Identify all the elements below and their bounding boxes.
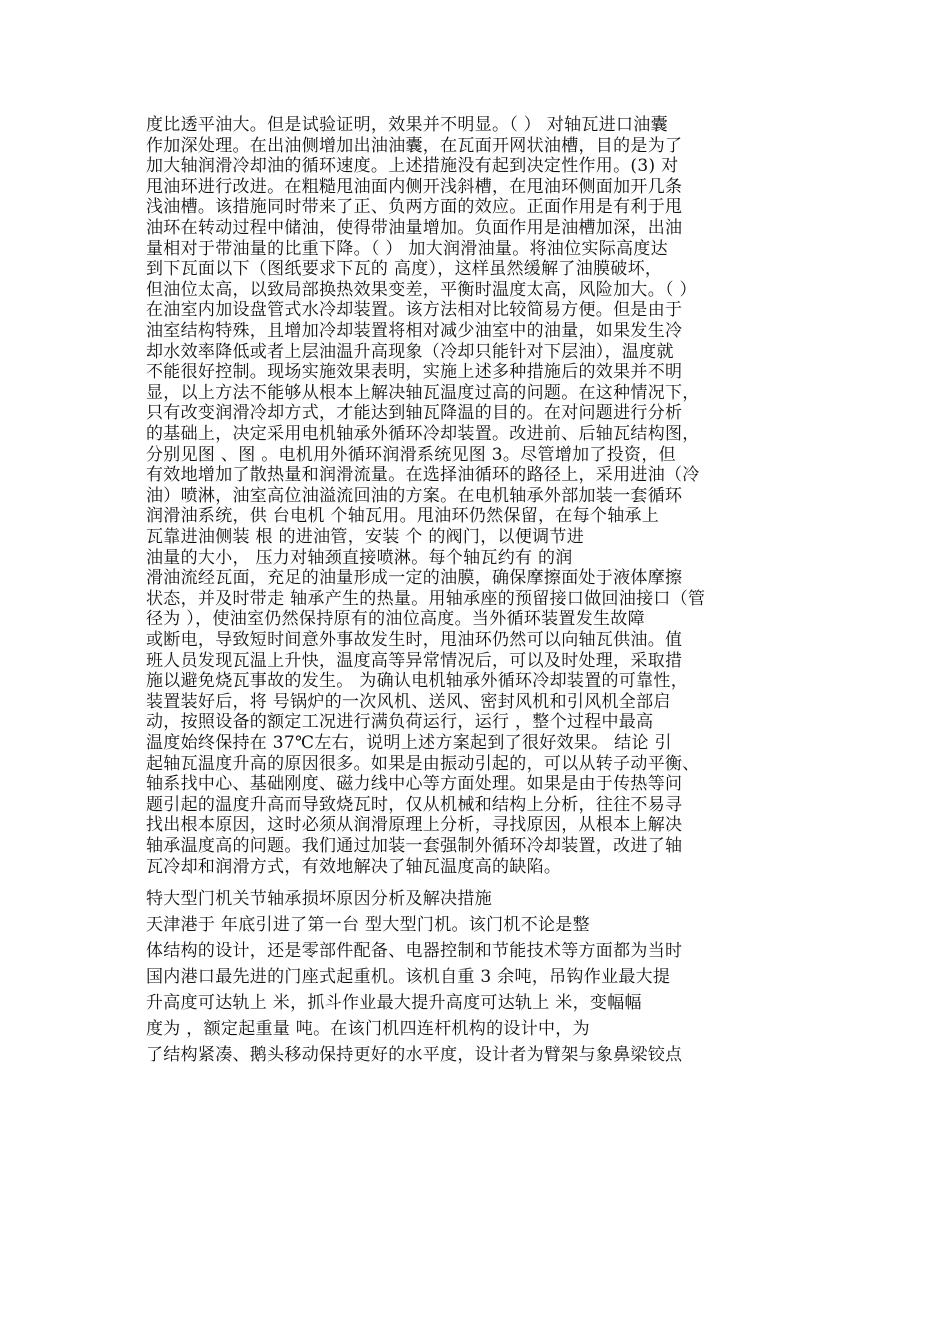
text-line: 油量的大小， 压力对轴颈直接喷淋。每个轴瓦约有 的润 [146, 547, 573, 568]
text-line: 找出根本原因，这时必须从润滑原理上分析，寻找原因，从根本上解决 [146, 815, 683, 836]
text-line: 甩油环进行改进。在粗糙甩油面内侧开浅斜槽，在甩油环侧面加开几条 [146, 176, 683, 197]
text-line: 瓦冷却和润滑方式，有效地解决了轴瓦温度高的缺陷。 [146, 856, 562, 877]
text-line: 动，按照设备的额定工况进行满负荷运行，运行 ，整个过程中最高 [146, 712, 654, 733]
text-line: 体结构的设计，还是零部件配备、电器控制和节能技术等方面都为当时 [146, 941, 683, 961]
text-line: 施以避免烧瓦事故的发生。 为确认电机轴承外循环冷却装置的可靠性， [146, 671, 689, 692]
text-line: 题引起的温度升高而导致烧瓦时，仅从机械和结构上分析，往往不易寻 [146, 794, 683, 815]
text-line: 升高度可达轨上 米，抓斗作业最大提升高度可达轨上 米，变幅幅 [146, 993, 642, 1013]
text-line: 国内港口最先进的门座式起重机。该机自重 3 余吨，吊钩作业最大提 [146, 967, 671, 987]
text-line: 分别见图 、图 。电机用外循环润滑系统见图 3。尽管增加了投资，但 [146, 444, 676, 465]
text-line: 到下瓦面以下（图纸要求下瓦的 高度），这样虽然缓解了油膜破坏， [146, 259, 663, 280]
text-line: 润滑油系统，供 台电机 个轴瓦用。甩油环仍然保留，在每个轴承上 [146, 506, 660, 527]
text-line: 装置装好后，将 号锅炉的一次风机、送风、密封风机和引风机全部启 [146, 691, 671, 712]
text-line: 浅油槽。该措施同时带来了正、负两方面的效应。正面作用是有利于甩 [146, 197, 683, 218]
text-line: 状态，并及时带走 轴承产生的热量。用轴承座的预留接口做回油接口（管 [146, 588, 706, 609]
text-line: 显，以上方法不能够从根本上解决轴瓦温度过高的问题。在这种情况下， [146, 382, 700, 403]
text-line: 油室结构特殊，且增加冷却装置将相对减少油室中的油量，如果发生冷 [146, 321, 683, 341]
text-line: 的基础上，决定采用电机轴承外循环冷却装置。改进前、后轴瓦结构图， [146, 424, 700, 444]
section-title-text: 特大型门机关节轴承损坏原因分析及解决措施 [146, 889, 492, 909]
text-line: 只有改变润滑冷却方式，才能达到轴瓦降温的目的。在对问题进行分析 [146, 403, 683, 424]
text-line: 瓦靠进油侧装 根 的进油管，安装 个 的阀门，以便调节进 [146, 527, 585, 547]
text-line: 但油位太高，以致局部换热效果变差，平衡时温度太高，风险加大。（ ） [146, 279, 697, 300]
text-line: 温度始终保持在 37℃左右，说明上述方案起到了很好效果。 结论 引 [146, 733, 672, 753]
text-line: 轴承温度高的问题。我们通过加装一套强制外循环冷却装置，改进了轴 [146, 836, 683, 856]
text-line: 油）喷淋，油室高位油溢流回油的方案。在电机轴承外部加装一套循环 [146, 485, 683, 506]
text-line: 却水效率降低或者上层油温升高现象（冷却只能针对下层油），温度就 [146, 341, 674, 362]
text-line: 天津港于 年底引进了第一台 型大型门机。该门机不论是整 [146, 915, 590, 935]
text-line: 或断电，导致短时间意外事故发生时，甩油环仍然可以向轴瓦供油。值 [146, 630, 683, 650]
text-line: 滑油流经瓦面，充足的油量形成一定的油膜，确保摩擦面处于液体摩擦 [146, 568, 683, 589]
text-line: 度比透平油大。但是试验证明，效果并不明显。（ ） 对轴瓦进口油囊 [146, 115, 668, 135]
text-line: 轴系找中心、基础刚度、磁力线中心等方面处理。如果是由于传热等问 [146, 774, 683, 795]
text-line: 量相对于带油量的比重下降。（ ） 加大润滑油量。将油位实际高度达 [146, 238, 668, 259]
text-line: 油环在转动过程中储油，使得带油量增加。负面作用是油槽加深，出油 [146, 218, 683, 238]
text-line: 有效地增加了散热量和润滑流量。在选择油循环的路径上，采用进油（冷 [146, 465, 700, 486]
text-line: 了结构紧凑、鹅头移动保持更好的水平度，设计者为臂架与象鼻梁铰点 [146, 1045, 683, 1065]
text-line: 班人员发现瓦温上升快，温度高等异常情况后，可以及时处理，采取措 [146, 650, 683, 671]
text-line: 加大轴润滑冷却油的循环速度。上述措施没有起到决定性作用。(3) 对 [146, 156, 679, 177]
text-line: 度为 ，额定起重量 吨。在该门机四连杆机构的设计中，为 [146, 1019, 590, 1039]
text-line: 不能很好控制。现场实施效果表明，实施上述多种措施后的效果并不明 [146, 362, 683, 383]
text-line: 作加深处理。在出油侧增加出油油囊，在瓦面开网状油槽，目的是为了 [146, 135, 683, 156]
text-line: 径为 ），使油室仍然保持原有的油位高度。当外循环装置发生故障 [146, 609, 645, 630]
text-line: 在油室内加设盘管式水冷却装置。该方法相对比较简易方便。但是由于 [146, 300, 683, 321]
text-line: 起轴瓦温度升高的原因很多。如果是由振动引起的，可以从转子动平衡、 [146, 753, 700, 774]
